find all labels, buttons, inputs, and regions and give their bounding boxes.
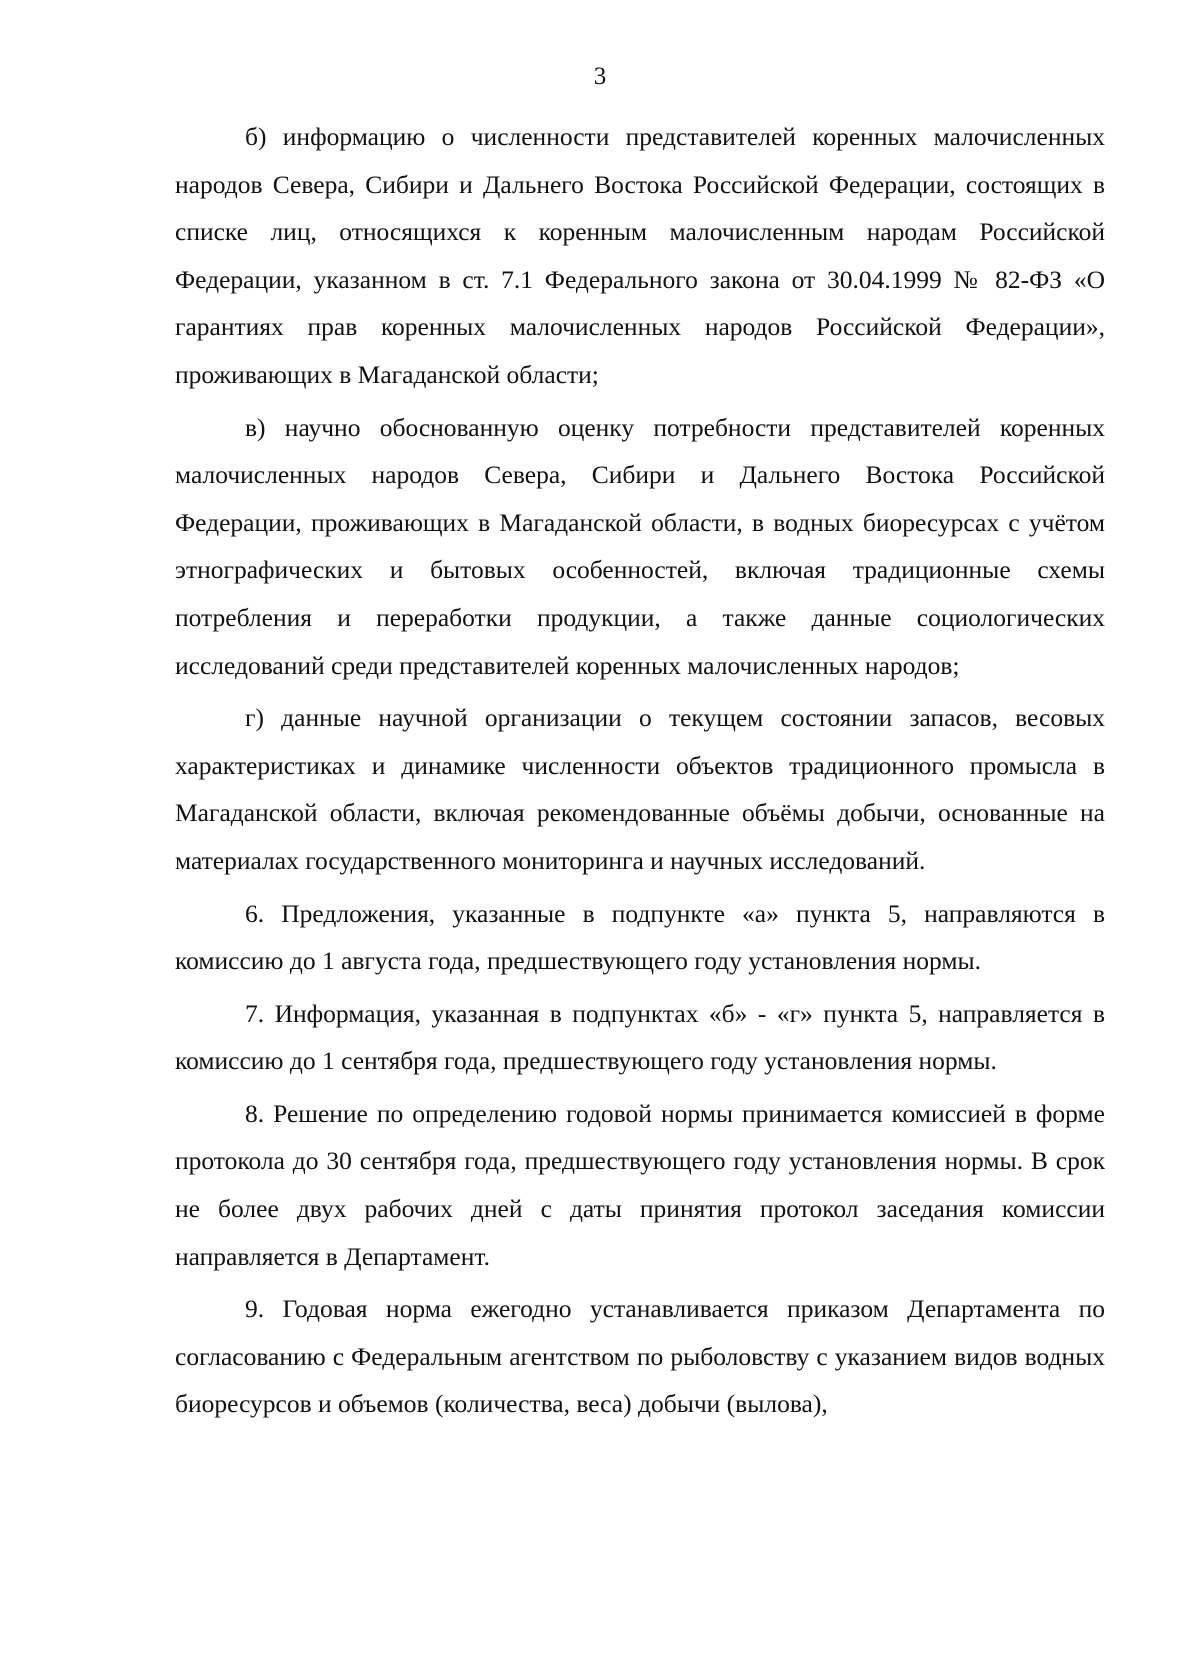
paragraph-8-decision: 8. Решение по определению годовой нормы принимается комиссией в форме протокола до 30 сентября года, предшествующего году установления нормы. В срок не более двух рабочих дней с даты принятия протокол заседания комиссии направляется в Департамент. [175,1098,1105,1271]
document-body [175,113,1105,1433]
paragraph-b-population-info: б) информацию о численности представителей коренных малочисленных народов Севера, Сибири и Дальнего Востока Российской Федерации, состоящих в списке лиц, относящихся к коренным малочисленным народам Российской Федерации, указанном в ст. 7.1 Федерального закона от 30.04.1999 № 82-ФЗ «О гарантиях прав коренных малочисленных народов Российской Федерации», проживающих в Магаданской области; [175,122,1105,389]
paragraph-9-annual-norm: 9. Годовая норма ежегодно устанавливается приказом Департамента по согласованию с Федеральным агентством по рыболовству с указанием видов водных биоресурсов и объемов (количества, веса) добычи (вылова), [175,1294,1105,1419]
paragraph-g-stock-data: г) данные научной организации о текущем состоянии запасов, весовых характеристиках и динамике численности объектов традиционного промысла в Магаданской области, включая рекомендованные объёмы добычи, основанные на материалах государственного мониторинга и научных исследований. [175,703,1105,875]
paragraph-6-proposals: 6. Предложения, указанные в подпункте «а» пункта 5, направляются в комиссию до 1 августа года, предшествующего году установления нормы. [175,898,1105,976]
page-number: 3 [593,63,607,90]
paragraph-7-information: 7. Информация, указанная в подпунктах «б» - «г» пункта 5, направляется в комиссию до 1 сентября года, предшествующего году установления нормы. [175,998,1105,1076]
paragraph-v-needs-assessment: в) научно обоснованную оценку потребности представителей коренных малочисленных народов Севера, Сибири и Дальнего Востока Российской Федерации, проживающих в Магаданской области, в водных биоресурсах с учётом этнографических и бытовых особенностей, включая традиционные схемы потребления и переработки продукции, а также данные социологических исследований среди представителей коренных малочисленных народов; [175,412,1105,680]
